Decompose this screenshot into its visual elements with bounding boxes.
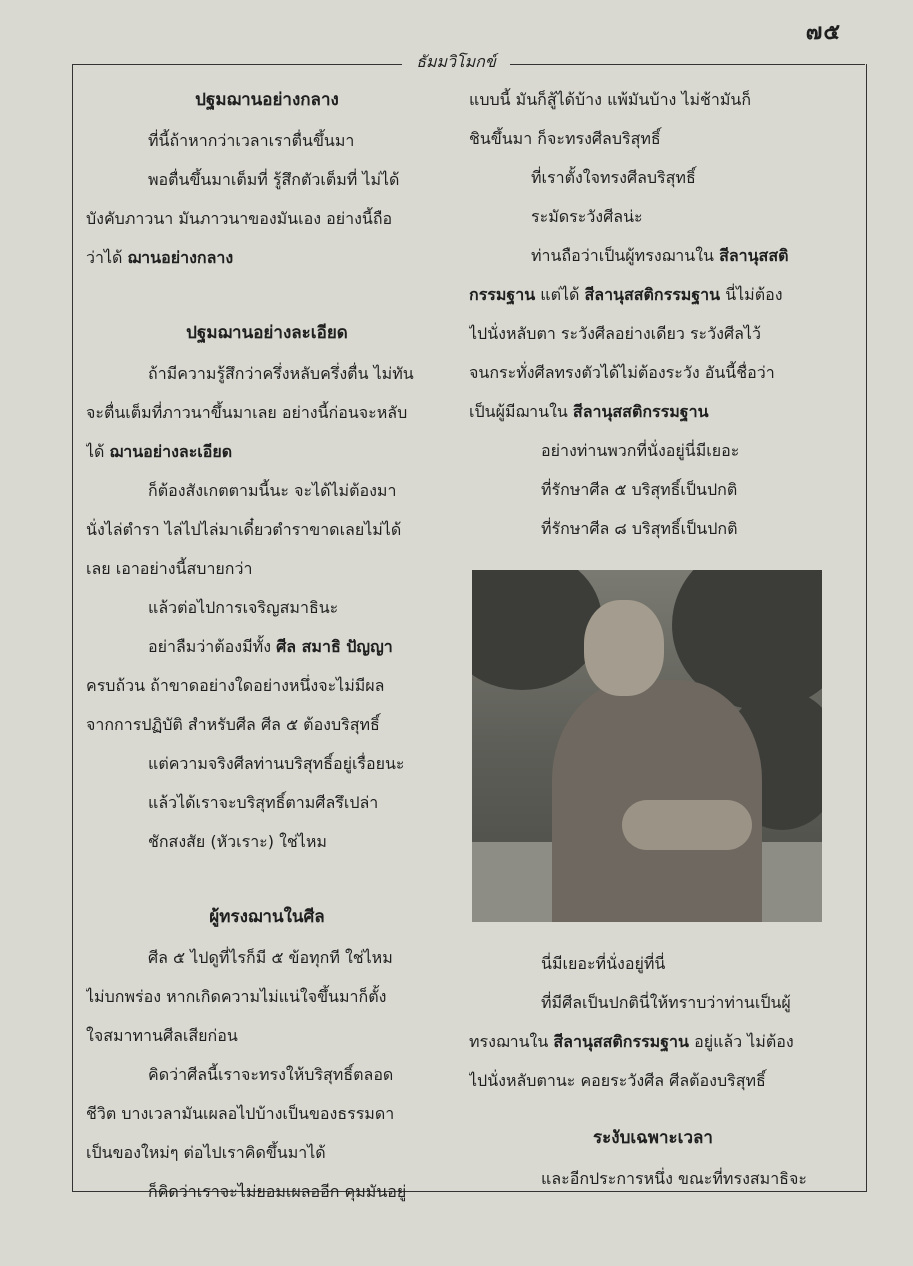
text-line: ชักสงสัย (หัวเราะ) ใช่ไหม xyxy=(148,832,327,851)
text-span: แต่ได้ xyxy=(540,285,580,304)
text-line: อย่างท่านพวกที่นั่งอยู่นี่มีเยอะ xyxy=(541,441,740,460)
text-line xyxy=(469,1022,837,1061)
bold-term: สีลานุสสติกรรมฐาน xyxy=(553,1032,689,1051)
text-line: ก็คิดว่าเราจะไม่ยอมเผลออีก คุมมันอยู่ xyxy=(148,1182,407,1201)
text-line: และอีกประการหนึ่ง ขณะที่ทรงสมาธิจะ xyxy=(541,1169,807,1188)
text-span: ว่าได้ xyxy=(86,248,123,267)
text-line: ก็ต้องสังเกตตามนี้นะ จะได้ไม่ต้องมา xyxy=(148,481,397,500)
text-line: ถ้ามีความรู้สึกว่าครึ่งหลับครึ่งตื่น ไม่ทัน xyxy=(148,364,414,383)
section-heading: ปฐมฌานอย่างละเอียด xyxy=(186,323,348,343)
section-heading: ปฐมฌานอย่างกลาง xyxy=(195,90,339,110)
text-line: ใจสมาทานศีลเสียก่อน xyxy=(86,1026,238,1045)
text-line: ศีล ๕ ไปดูที่ไรก็มี ๕ ข้อทุกที ใช่ไหม xyxy=(148,948,393,967)
text-line: ไม่บกพร่อง หากเกิดความไม่แน่ใจขึ้นมาก็ตั้ง xyxy=(86,987,387,1006)
text-span: ได้ xyxy=(86,442,105,461)
text-line xyxy=(86,627,448,666)
text-line: ครบถ้วน ถ้าขาดอย่างใดอย่างหนึ่งจะไม่มีผล xyxy=(86,676,385,695)
text-line xyxy=(86,238,448,277)
text-line: จนกระทั่งศีลทรงตัวได้ไม่ต้องระวัง อันนี้ชื่อว่า xyxy=(469,363,775,382)
text-line: จากการปฏิบัติ สำหรับศีล ศีล ๕ ต้องบริสุทธิ์ xyxy=(86,715,380,734)
right-column xyxy=(469,80,837,1198)
text-span: อยู่แล้ว ไม่ต้อง xyxy=(694,1032,794,1051)
left-column xyxy=(86,80,448,1211)
text-line: ชีวิต บางเวลามันเผลอไปบ้างเป็นของธรรมดา xyxy=(86,1104,395,1123)
text-line: ที่รักษาศีล ๘ บริสุทธิ์เป็นปกติ xyxy=(541,519,738,538)
text-span: เป็นผู้มีฌานใน xyxy=(469,402,568,421)
text-line xyxy=(86,432,448,471)
text-line: พอตื่นขึ้นมาเต็มที่ รู้สึกตัวเต็มที่ ไม่ได้ xyxy=(148,170,400,189)
bold-term: สีลานุสสติ xyxy=(719,246,789,265)
text-line: ที่นี้ถ้าหากว่าเวลาเราตื่นขึ้นมา xyxy=(148,131,355,150)
bold-term: ศีล สมาธิ ปัญญา xyxy=(276,637,393,656)
text-line xyxy=(469,236,837,275)
text-line: จะตื่นเต็มที่ภาวนาขึ้นมาเลย อย่างนี้ก่อนจะหลับ xyxy=(86,403,408,422)
text-line: แล้วได้เราจะบริสุทธิ์ตามศีลรึเปล่า xyxy=(148,793,379,812)
text-line: แต่ความจริงศีลท่านบริสุทธิ์อยู่เรื่อยนะ xyxy=(148,754,405,773)
section-heading: ระงับเฉพาะเวลา xyxy=(593,1128,713,1148)
bold-term: กรรมฐาน xyxy=(469,285,536,304)
bold-term: สีลานุสสติกรรมฐาน xyxy=(584,285,721,304)
text-line: นี่มีเยอะที่นั่งอยู่ที่นี่ xyxy=(541,954,666,973)
text-line: เลย เอาอย่างนี้สบายกว่า xyxy=(86,559,253,578)
text-line: ชินขึ้นมา ก็จะทรงศีลบริสุทธิ์ xyxy=(469,129,661,148)
text-span: อย่าลืมว่าต้องมีทั้ง xyxy=(148,637,272,656)
bold-term: สีลานุสสติกรรมฐาน xyxy=(572,402,709,421)
text-line: นั่งไล่ตำรา ไล่ไปไล่มาเดี๋ยวตำราขาดเลยไม่ได้ xyxy=(86,520,402,539)
text-line: บังคับภาวนา มันภาวนาของมันเอง อย่างนี้ถือ xyxy=(86,209,393,228)
text-line xyxy=(469,392,837,431)
text-line: ไปนั่งหลับตา ระวังศีลอย่างเดียว ระวังศีลไว้ xyxy=(469,324,761,343)
text-span: นี่ไม่ต้อง xyxy=(725,285,783,304)
text-line: ที่รักษาศีล ๕ บริสุทธิ์เป็นปกติ xyxy=(541,480,738,499)
text-line: แล้วต่อไปการเจริญสมาธินะ xyxy=(148,598,339,617)
text-span: ทรงฌานใน xyxy=(469,1032,549,1051)
text-line: ที่มีศีลเป็นปกตินี่ให้ทราบว่าท่านเป็นผู้ xyxy=(541,993,791,1012)
text-line: ไปนั่งหลับตานะ คอยระวังศีล ศีลต้องบริสุทธิ์ xyxy=(469,1071,766,1090)
page-number: ๗๕ xyxy=(805,20,841,45)
text-line: ที่เราตั้งใจทรงศีลบริสุทธิ์ xyxy=(531,168,696,187)
bold-term: ฌานอย่างกลาง xyxy=(127,248,234,267)
text-line: คิดว่าศีลนี้เราจะทรงให้บริสุทธิ์ตลอด xyxy=(148,1065,394,1084)
text-line: ระมัดระวังศีลน่ะ xyxy=(531,207,643,226)
bold-term: ฌานอย่างละเอียด xyxy=(109,442,233,461)
running-title: ธัมมวิโมกข์ xyxy=(416,52,496,71)
section-heading: ผู้ทรงฌานในศีล xyxy=(209,907,325,927)
text-line xyxy=(469,275,837,314)
monk-photo xyxy=(472,570,822,922)
text-line: แบบนี้ มันก็สู้ได้บ้าง แพ้มันบ้าง ไม่ช้ามันก็ xyxy=(469,90,752,109)
text-line: เป็นของใหม่ๆ ต่อไปเราคิดขึ้นมาได้ xyxy=(86,1143,326,1162)
text-span: ท่านถือว่าเป็นผู้ทรงฌานใน xyxy=(531,246,714,265)
